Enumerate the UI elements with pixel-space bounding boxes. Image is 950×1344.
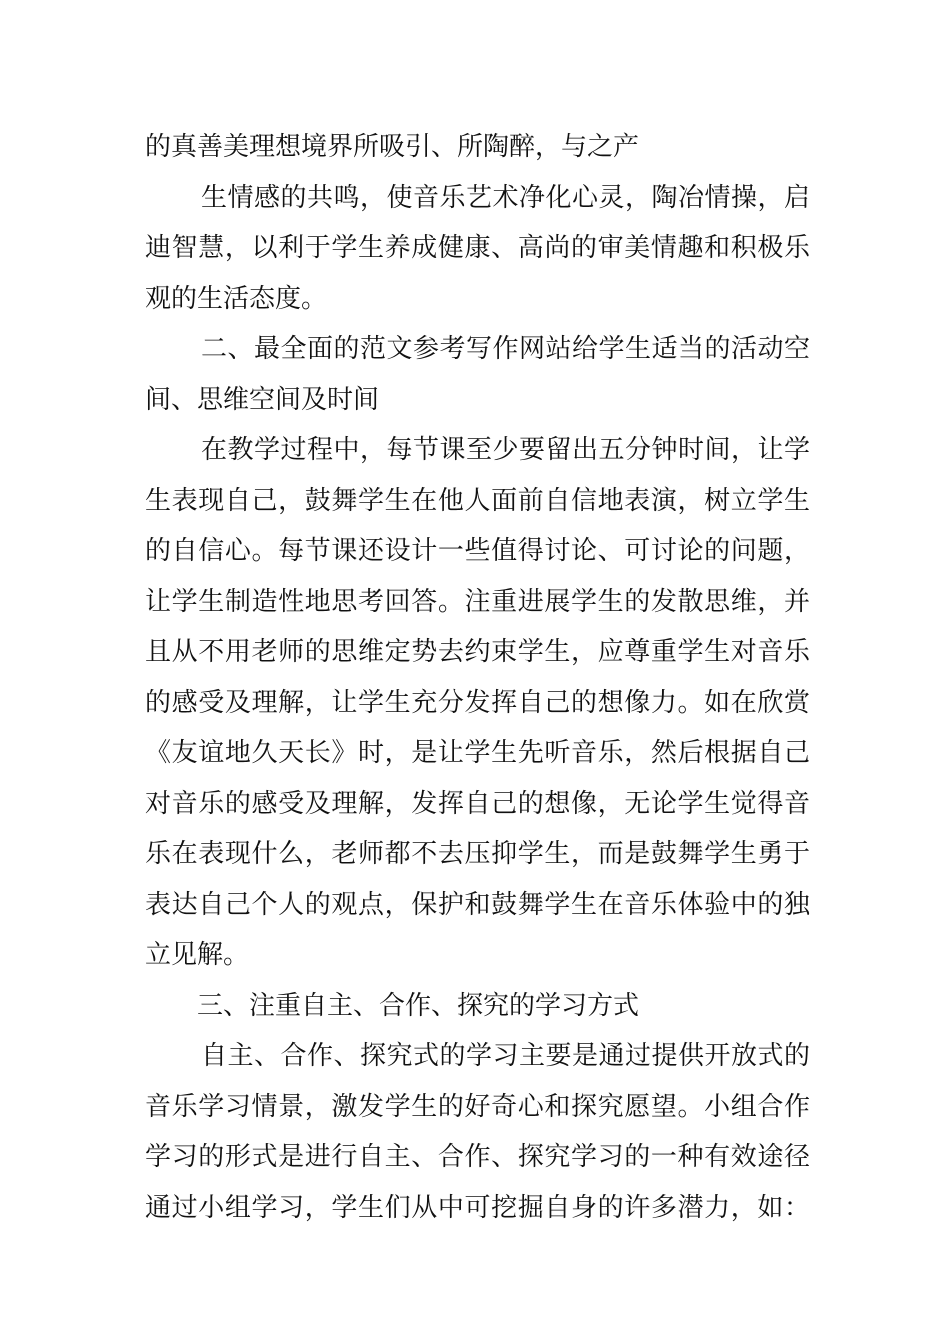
text-line: 的感受及理解，让学生充分发挥自己的想像力。如在欣赏 — [145, 687, 810, 718]
text-line: 《友谊地久天长》时，是让学生先听音乐，然后根据自己 — [145, 738, 810, 768]
text-line: 的自信心。每节课还设计一些值得讨论、可讨论的问题， — [145, 536, 810, 566]
text-line: 自主、合作、探究式的学习主要是通过提供开放式的 — [201, 1041, 810, 1071]
text-line: 迪智慧，以利于学生养成健康、高尚的审美情趣和积极乐 — [145, 233, 810, 263]
text-line: 且从不用老师的思维定势去约束学生，应尊重学生对音乐 — [145, 637, 810, 667]
text-line: 通过小组学习，学生们从中可挖掘自身的许多潜力，如： — [145, 1192, 810, 1223]
text-line: 音乐学习情景，激发学生的好奇心和探究愿望。小组合作 — [145, 1091, 810, 1122]
text-line: 表达自己个人的观点，保护和鼓舞学生在音乐体验中的独 — [145, 889, 810, 920]
text-line: 乐在表现什么，老师都不去压抑学生，而是鼓舞学生勇于 — [145, 839, 810, 869]
text-line: 生情感的共鸣，使音乐艺术净化心灵，陶冶情操，启 — [201, 182, 810, 213]
text-line: 的真善美理想境界所吸引、所陶醉，与之产 — [145, 132, 640, 162]
text-line: 生表现自己，鼓舞学生在他人面前自信地表演，树立学生 — [145, 485, 810, 516]
text-line: 学习的形式是进行自主、合作、探究学习的一种有效途径 — [145, 1142, 810, 1172]
text-line: 让学生制造性地思考回答。注重进展学生的发散思维，并 — [145, 586, 810, 617]
text-line: 观的生活态度。 — [145, 283, 328, 314]
section-heading: 二、最全面的范文参考写作网站给学生适当的活动空 — [201, 334, 810, 364]
section-heading: 三、注重自主、合作、探究的学习方式 — [197, 990, 640, 1021]
section-heading: 间、思维空间及时间 — [145, 384, 380, 415]
text-line: 立见解。 — [145, 940, 250, 970]
text-line: 对音乐的感受及理解，发挥自己的想像，无论学生觉得音 — [145, 788, 810, 819]
document-body — [145, 122, 810, 1233]
text-line: 在教学过程中，每节课至少要留出五分钟时间，让学 — [201, 435, 810, 465]
